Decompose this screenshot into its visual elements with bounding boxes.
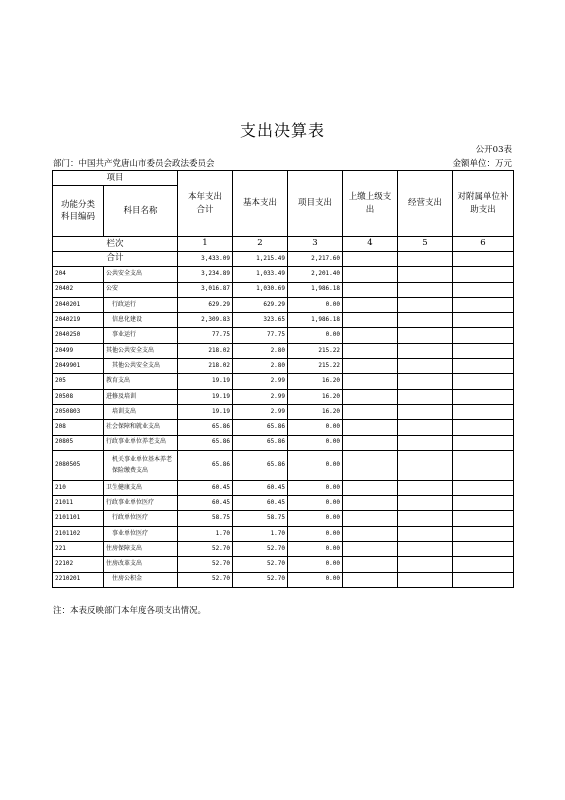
total-cell: 19.19: [178, 374, 233, 389]
project-cell: 16.20: [288, 404, 343, 419]
table-row: [53, 313, 514, 328]
total-cell: 2,217.60: [288, 252, 343, 267]
upper-cell: [343, 480, 398, 495]
page-title: 支出决算表: [239, 121, 325, 140]
business-cell: [398, 374, 453, 389]
column-index: 2: [233, 237, 288, 252]
subsidiary-cell: [453, 557, 514, 572]
subsidiary-cell: [453, 480, 514, 495]
subsidiary-cell: [453, 267, 514, 282]
upper-cell: [343, 526, 398, 541]
total-cell: 3,433.09: [178, 252, 233, 267]
upper-cell: [343, 542, 398, 557]
department-label: 部门：中国共产党唐山市委员会政法委员会: [53, 159, 215, 169]
header-lanci: 栏次: [53, 237, 178, 252]
business-cell: [398, 572, 453, 587]
basic-cell: 2.99: [233, 374, 288, 389]
subsidiary-cell: [453, 526, 514, 541]
upper-cell: [343, 435, 398, 450]
total-cell: 2,309.83: [178, 313, 233, 328]
subject-name-cell: 卫生健康支出: [104, 480, 178, 495]
subject-name-cell: 公共安全支出: [104, 267, 178, 282]
subsidiary-cell: [453, 374, 514, 389]
basic-cell: 52.70: [233, 542, 288, 557]
business-cell: [398, 297, 453, 312]
total-cell: 3,016.87: [178, 282, 233, 297]
project-cell: 0.00: [288, 542, 343, 557]
business-cell: [398, 496, 453, 511]
table-row: [53, 282, 514, 297]
project-cell: 215.22: [288, 359, 343, 374]
header-col-basic: 基本支出: [233, 171, 288, 237]
upper-cell: [343, 572, 398, 587]
upper-cell: [343, 557, 398, 572]
project-cell: 0.00: [288, 480, 343, 495]
subject-name-cell: 事业单位医疗: [104, 526, 178, 541]
basic-cell: 52.70: [233, 572, 288, 587]
table-row: [53, 374, 514, 389]
basic-cell: 77.75: [233, 328, 288, 343]
total-cell: 1,215.49: [233, 252, 288, 267]
subject-name-cell: 培训支出: [104, 404, 178, 419]
code-cell: 208: [53, 420, 104, 435]
business-cell: [398, 313, 453, 328]
header-subject-name: 科目名称: [104, 186, 178, 237]
header-col-upper: 上缴上级支 出: [343, 171, 398, 237]
subject-name-cell: 事业运行: [104, 328, 178, 343]
basic-cell: 2.99: [233, 404, 288, 419]
table-row: [53, 420, 514, 435]
header-col-project: 项目支出: [288, 171, 343, 237]
subject-name-cell: 教育支出: [104, 374, 178, 389]
total-cell: 629.29: [178, 297, 233, 312]
subsidiary-cell: [453, 511, 514, 526]
basic-cell: 1,033.49: [233, 267, 288, 282]
project-cell: 0.00: [288, 496, 343, 511]
code-cell: 2101101: [53, 511, 104, 526]
subject-name-cell: 信息化建设: [104, 313, 178, 328]
code-cell: 20508: [53, 389, 104, 404]
total-label: 合计: [53, 252, 178, 267]
table-row: [53, 297, 514, 312]
total-cell: 19.19: [178, 404, 233, 419]
unit-label: 金额单位：万元: [452, 159, 512, 169]
business-cell: [398, 557, 453, 572]
subject-name-cell: 住房公积金: [104, 572, 178, 587]
business-cell: [398, 404, 453, 419]
total-cell: 65.86: [178, 435, 233, 450]
total-cell: [453, 252, 514, 267]
project-cell: 0.00: [288, 420, 343, 435]
business-cell: [398, 389, 453, 404]
upper-cell: [343, 420, 398, 435]
table-row: [53, 450, 514, 480]
upper-cell: [343, 404, 398, 419]
project-cell: 0.00: [288, 450, 343, 480]
column-index: 5: [398, 237, 453, 252]
basic-cell: 60.45: [233, 480, 288, 495]
project-cell: 0.00: [288, 557, 343, 572]
project-cell: 16.20: [288, 389, 343, 404]
subsidiary-cell: [453, 359, 514, 374]
upper-cell: [343, 511, 398, 526]
total-cell: 52.70: [178, 542, 233, 557]
table-row: [53, 572, 514, 587]
total-cell: 52.70: [178, 572, 233, 587]
table-row: [53, 435, 514, 450]
code-cell: 2050803: [53, 404, 104, 419]
form-number: 公开03表: [475, 145, 512, 155]
total-cell: [398, 252, 453, 267]
code-cell: 20402: [53, 282, 104, 297]
upper-cell: [343, 313, 398, 328]
total-cell: 65.86: [178, 450, 233, 480]
column-index: 4: [343, 237, 398, 252]
total-cell: 60.45: [178, 496, 233, 511]
table-row: [53, 557, 514, 572]
footnote: 注：本表反映部门本年度各项支出情况。: [53, 606, 207, 616]
table-row: [53, 389, 514, 404]
subsidiary-cell: [453, 542, 514, 557]
business-cell: [398, 359, 453, 374]
total-cell: 3,234.89: [178, 267, 233, 282]
column-index: 3: [288, 237, 343, 252]
upper-cell: [343, 282, 398, 297]
column-index: 6: [453, 237, 514, 252]
code-cell: 2080505: [53, 450, 104, 480]
subsidiary-cell: [453, 313, 514, 328]
total-cell: 218.02: [178, 359, 233, 374]
table-row: [53, 359, 514, 374]
business-cell: [398, 450, 453, 480]
subsidiary-cell: [453, 496, 514, 511]
subject-name-cell: 住房保障支出: [104, 542, 178, 557]
business-cell: [398, 542, 453, 557]
code-cell: 204: [53, 267, 104, 282]
code-cell: 2101102: [53, 526, 104, 541]
header-func-code: 功能分类 科目编码: [53, 186, 104, 237]
business-cell: [398, 511, 453, 526]
upper-cell: [343, 297, 398, 312]
code-cell: 2040201: [53, 297, 104, 312]
total-row: [53, 252, 514, 267]
basic-cell: 65.86: [233, 450, 288, 480]
code-cell: 20499: [53, 343, 104, 358]
header-col-total: 本年支出 合计: [178, 171, 233, 237]
upper-cell: [343, 496, 398, 511]
subsidiary-cell: [453, 450, 514, 480]
basic-cell: 1,030.69: [233, 282, 288, 297]
business-cell: [398, 480, 453, 495]
project-cell: 2,201.40: [288, 267, 343, 282]
upper-cell: [343, 328, 398, 343]
project-cell: 16.20: [288, 374, 343, 389]
basic-cell: 323.65: [233, 313, 288, 328]
header-col-business: 经营支出: [398, 171, 453, 237]
expenditure-table: [52, 170, 514, 588]
project-cell: 1,986.18: [288, 313, 343, 328]
code-cell: 22102: [53, 557, 104, 572]
column-index: 1: [178, 237, 233, 252]
subject-name-cell: 机关事业单位基本养老保险缴费支出: [104, 450, 178, 480]
subject-name-cell: 住房改革支出: [104, 557, 178, 572]
basic-cell: 2.80: [233, 343, 288, 358]
table-row: [53, 343, 514, 358]
code-cell: 2210201: [53, 572, 104, 587]
table-row: [53, 328, 514, 343]
total-cell: 1.70: [178, 526, 233, 541]
upper-cell: [343, 389, 398, 404]
basic-cell: 52.70: [233, 557, 288, 572]
total-cell: 19.19: [178, 389, 233, 404]
upper-cell: [343, 359, 398, 374]
table-row: [53, 511, 514, 526]
total-cell: 60.45: [178, 480, 233, 495]
code-cell: 210: [53, 480, 104, 495]
subsidiary-cell: [453, 343, 514, 358]
basic-cell: 2.80: [233, 359, 288, 374]
business-cell: [398, 328, 453, 343]
subject-name-cell: 社会保障和就业支出: [104, 420, 178, 435]
table-row: [53, 404, 514, 419]
subject-name-cell: 进修及培训: [104, 389, 178, 404]
basic-cell: 58.75: [233, 511, 288, 526]
code-cell: 2040219: [53, 313, 104, 328]
business-cell: [398, 435, 453, 450]
upper-cell: [343, 343, 398, 358]
project-cell: 1,986.18: [288, 282, 343, 297]
total-cell: 218.02: [178, 343, 233, 358]
table-row: [53, 480, 514, 495]
subject-name-cell: 行政运行: [104, 297, 178, 312]
upper-cell: [343, 374, 398, 389]
total-cell: [343, 252, 398, 267]
project-cell: 0.00: [288, 328, 343, 343]
code-cell: 221: [53, 542, 104, 557]
basic-cell: 629.29: [233, 297, 288, 312]
table-row: [53, 496, 514, 511]
upper-cell: [343, 267, 398, 282]
subject-name-cell: 公安: [104, 282, 178, 297]
subsidiary-cell: [453, 572, 514, 587]
total-cell: 58.75: [178, 511, 233, 526]
code-cell: 2040250: [53, 328, 104, 343]
business-cell: [398, 526, 453, 541]
subsidiary-cell: [453, 404, 514, 419]
header-col-subsidiary: 对附属单位补 助支出: [453, 171, 514, 237]
total-cell: 77.75: [178, 328, 233, 343]
basic-cell: 65.86: [233, 420, 288, 435]
subject-name-cell: 行政事业单位养老支出: [104, 435, 178, 450]
subsidiary-cell: [453, 435, 514, 450]
subsidiary-cell: [453, 297, 514, 312]
project-cell: 0.00: [288, 572, 343, 587]
code-cell: 20805: [53, 435, 104, 450]
code-cell: 21011: [53, 496, 104, 511]
project-cell: 0.00: [288, 435, 343, 450]
code-cell: 2049901: [53, 359, 104, 374]
project-cell: 0.00: [288, 511, 343, 526]
business-cell: [398, 267, 453, 282]
subject-name-cell: 行政单位医疗: [104, 511, 178, 526]
basic-cell: 2.99: [233, 389, 288, 404]
code-cell: 205: [53, 374, 104, 389]
subject-name-cell: 其他公共安全支出: [104, 343, 178, 358]
table-row: [53, 542, 514, 557]
table-row: [53, 267, 514, 282]
business-cell: [398, 420, 453, 435]
total-cell: 65.86: [178, 420, 233, 435]
basic-cell: 1.70: [233, 526, 288, 541]
business-cell: [398, 282, 453, 297]
table-row: [53, 526, 514, 541]
project-cell: 0.00: [288, 297, 343, 312]
upper-cell: [343, 450, 398, 480]
subject-name-cell: 其他公共安全支出: [104, 359, 178, 374]
business-cell: [398, 343, 453, 358]
total-cell: 52.70: [178, 557, 233, 572]
subsidiary-cell: [453, 282, 514, 297]
header-project: 项目: [53, 171, 178, 186]
subsidiary-cell: [453, 420, 514, 435]
project-cell: 0.00: [288, 526, 343, 541]
subject-name-cell: 行政事业单位医疗: [104, 496, 178, 511]
subsidiary-cell: [453, 389, 514, 404]
basic-cell: 60.45: [233, 496, 288, 511]
basic-cell: 65.86: [233, 435, 288, 450]
subsidiary-cell: [453, 328, 514, 343]
project-cell: 215.22: [288, 343, 343, 358]
